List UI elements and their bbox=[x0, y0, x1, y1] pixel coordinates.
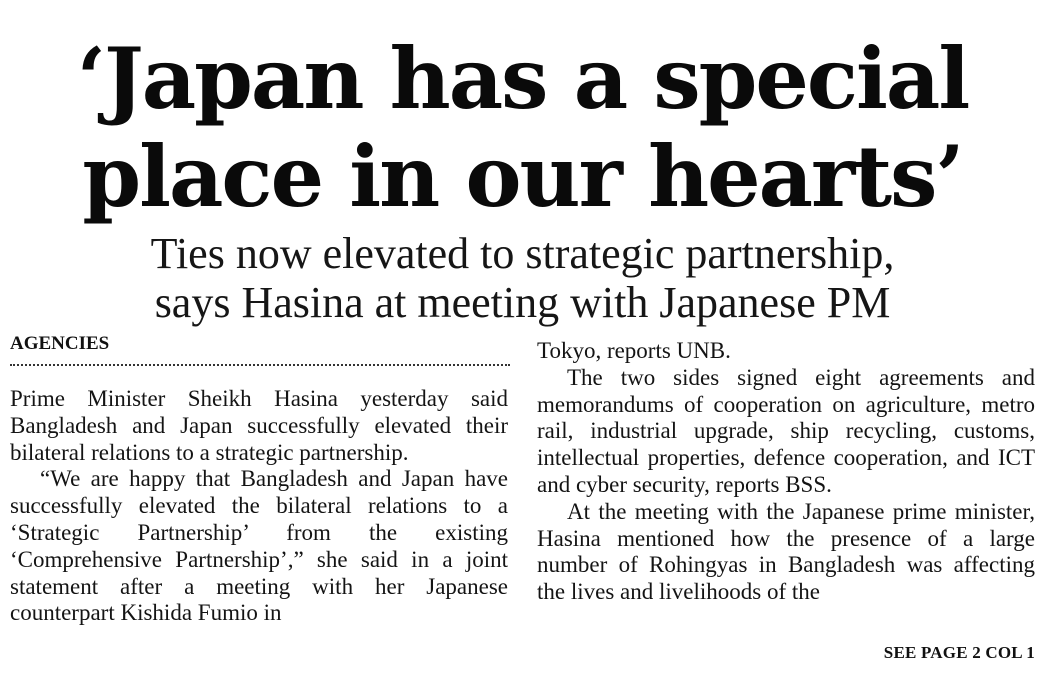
headline-line-1: ‘Japan has a special bbox=[76, 29, 969, 128]
headline-line-2: place in our hearts’ bbox=[82, 127, 963, 226]
article-paragraph: The two sides signed eight agreements and memorandums of cooperation on agriculture, metro rail, industrial upgrade, ship recycling, customs, intellectual properties, defence cooperation, and ICT and cyber security, reports BSS. bbox=[537, 364, 1035, 497]
continuation-jump-line: SEE PAGE 2 COL 1 bbox=[883, 643, 1035, 662]
article-column-right bbox=[537, 338, 1035, 606]
subheadline bbox=[0, 229, 1045, 327]
headline bbox=[0, 30, 1045, 226]
article-paragraph-continued: Tokyo, reports UNB. bbox=[537, 338, 731, 363]
article-column-left bbox=[10, 386, 508, 627]
byline: AGENCIES bbox=[10, 333, 510, 366]
subheadline-line-1: Ties now elevated to strategic partnership, bbox=[150, 229, 895, 278]
subheadline-line-2: says Hasina at meeting with Japanese PM bbox=[154, 278, 891, 327]
article-paragraph: “We are happy that Bangladesh and Japan have successfully elevated the bilateral relations to a ‘Strategic Partnership’ from the existing ‘Comprehensive Partnership’,” she said in a joint statement after a meeting with her Japanese counterpart Kishida Fumio in bbox=[10, 466, 508, 626]
article-paragraph: At the meeting with the Japanese prime minister, Hasina mentioned how the presence of a large number of Rohingyas in Bangladesh was affecting the lives and livelihoods of the bbox=[537, 498, 1035, 605]
article-paragraph: Prime Minister Sheikh Hasina yesterday said Bangladesh and Japan successfully elevated their bilateral relations to a strategic partnership. bbox=[10, 386, 508, 465]
